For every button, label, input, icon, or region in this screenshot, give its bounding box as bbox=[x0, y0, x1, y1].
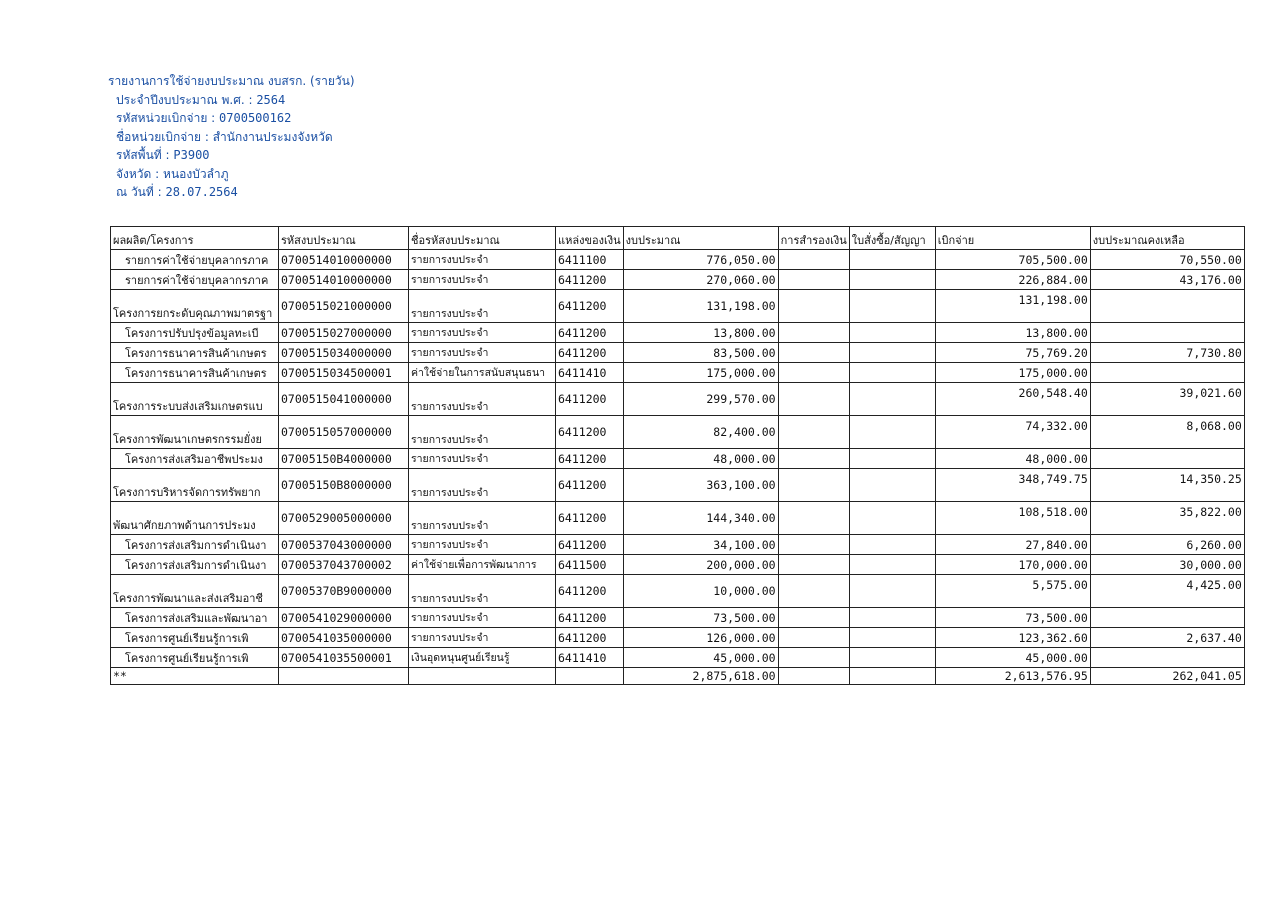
total-reserve-cell bbox=[778, 668, 849, 685]
po-cell bbox=[849, 323, 935, 343]
fiscal-year-value: 2564 bbox=[256, 92, 286, 107]
budget-report-table bbox=[110, 226, 1245, 685]
remaining-cell: 43,176.00 bbox=[1090, 270, 1244, 290]
source-cell: 6411200 bbox=[556, 469, 624, 502]
code-cell: 0700541035000000 bbox=[279, 628, 409, 648]
project-cell: โครงการธนาคารสินค้าเกษตร bbox=[111, 343, 279, 363]
budget-cell: 10,000.00 bbox=[623, 575, 778, 608]
col-header-name: ชื่อรหัสงบประมาณ bbox=[409, 227, 556, 250]
code-cell: 0700537043700002 bbox=[279, 555, 409, 575]
code-cell: 0700515034500001 bbox=[279, 363, 409, 383]
reserve-cell bbox=[778, 449, 849, 469]
name-cell: รายการงบประจำ bbox=[409, 323, 556, 343]
po-cell bbox=[849, 449, 935, 469]
table-row bbox=[111, 383, 1245, 416]
budget-cell: 126,000.00 bbox=[623, 628, 778, 648]
disbursed-cell: 131,198.00 bbox=[935, 290, 1090, 323]
name-cell: รายการงบประจำ bbox=[409, 608, 556, 628]
remaining-cell: 39,021.60 bbox=[1090, 383, 1244, 416]
disbursed-cell: 73,500.00 bbox=[935, 608, 1090, 628]
area-code-line bbox=[108, 146, 628, 165]
name-cell: ค่าใช้จ่ายเพื่อการพัฒนาการ bbox=[409, 555, 556, 575]
date-label: ณ วันที่ : bbox=[116, 185, 162, 199]
budget-cell: 48,000.00 bbox=[623, 449, 778, 469]
total-label-cell: ** bbox=[111, 668, 279, 685]
col-header-code: รหัสงบประมาณ bbox=[279, 227, 409, 250]
total-remaining-cell: 262,041.05 bbox=[1090, 668, 1244, 685]
code-cell: 0700515034000000 bbox=[279, 343, 409, 363]
budget-cell: 34,100.00 bbox=[623, 535, 778, 555]
name-cell: เงินอุดหนุนศูนย์เรียนรู้ bbox=[409, 648, 556, 668]
unit-code-label: รหัสหน่วยเบิกจ่าย : bbox=[116, 111, 216, 125]
project-cell: โครงการส่งเสริมการดำเนินงา bbox=[111, 555, 279, 575]
source-cell: 6411200 bbox=[556, 270, 624, 290]
table-row bbox=[111, 628, 1245, 648]
po-cell bbox=[849, 270, 935, 290]
project-cell: โครงการพัฒนาเกษตรกรรมยั่งย bbox=[111, 416, 279, 449]
disbursed-cell: 123,362.60 bbox=[935, 628, 1090, 648]
disbursed-cell: 75,769.20 bbox=[935, 343, 1090, 363]
code-cell: 0700515057000000 bbox=[279, 416, 409, 449]
remaining-cell: 8,068.00 bbox=[1090, 416, 1244, 449]
remaining-cell: 4,425.00 bbox=[1090, 575, 1244, 608]
name-cell: รายการงบประจำ bbox=[409, 270, 556, 290]
budget-cell: 83,500.00 bbox=[623, 343, 778, 363]
budget-cell: 363,100.00 bbox=[623, 469, 778, 502]
po-cell bbox=[849, 363, 935, 383]
col-header-budget: งบประมาณ bbox=[623, 227, 778, 250]
remaining-cell bbox=[1090, 323, 1244, 343]
total-disbursed-cell: 2,613,576.95 bbox=[935, 668, 1090, 685]
reserve-cell bbox=[778, 648, 849, 668]
remaining-cell: 7,730.80 bbox=[1090, 343, 1244, 363]
project-cell: โครงการปรับปรุงข้อมูลทะเบี bbox=[111, 323, 279, 343]
reserve-cell bbox=[778, 628, 849, 648]
province-label: จังหวัด : bbox=[116, 166, 160, 181]
reserve-cell bbox=[778, 555, 849, 575]
fiscal-year-label: ประจำปีงบประมาณ พ.ศ. : bbox=[116, 92, 253, 107]
project-cell: โครงการยกระดับคุณภาพมาตรฐา bbox=[111, 290, 279, 323]
project-cell: โครงการระบบส่งเสริมเกษตรแบ bbox=[111, 383, 279, 416]
project-cell: รายการค่าใช้จ่ายบุคลากรภาค bbox=[111, 250, 279, 270]
po-cell bbox=[849, 416, 935, 449]
po-cell bbox=[849, 535, 935, 555]
remaining-cell: 14,350.25 bbox=[1090, 469, 1244, 502]
po-cell bbox=[849, 575, 935, 608]
table-row bbox=[111, 250, 1245, 270]
name-cell: รายการงบประจำ bbox=[409, 416, 556, 449]
code-cell: 0700541035500001 bbox=[279, 648, 409, 668]
reserve-cell bbox=[778, 416, 849, 449]
total-po-cell bbox=[849, 668, 935, 685]
disbursed-cell: 27,840.00 bbox=[935, 535, 1090, 555]
total-empty-cell bbox=[409, 668, 556, 685]
project-cell: โครงการพัฒนาและส่งเสริมอาชี bbox=[111, 575, 279, 608]
table-row bbox=[111, 363, 1245, 383]
date-line bbox=[108, 183, 628, 202]
remaining-cell: 35,822.00 bbox=[1090, 502, 1244, 535]
source-cell: 6411200 bbox=[556, 575, 624, 608]
po-cell bbox=[849, 383, 935, 416]
po-cell bbox=[849, 648, 935, 668]
unit-code-value: 0700500162 bbox=[219, 111, 292, 125]
reserve-cell bbox=[778, 270, 849, 290]
unit-name-value: สำนักงานประมงจังหวัด bbox=[212, 129, 333, 144]
table-row bbox=[111, 575, 1245, 608]
remaining-cell: 2,637.40 bbox=[1090, 628, 1244, 648]
code-cell: 0700529005000000 bbox=[279, 502, 409, 535]
reserve-cell bbox=[778, 323, 849, 343]
table-body bbox=[111, 250, 1245, 685]
project-cell: โครงการส่งเสริมและพัฒนาอา bbox=[111, 608, 279, 628]
province-value: หนองบัวลำภู bbox=[163, 166, 229, 181]
table-row bbox=[111, 416, 1245, 449]
disbursed-cell: 108,518.00 bbox=[935, 502, 1090, 535]
name-cell: รายการงบประจำ bbox=[409, 469, 556, 502]
name-cell: รายการงบประจำ bbox=[409, 250, 556, 270]
report-header bbox=[108, 72, 628, 202]
budget-cell: 175,000.00 bbox=[623, 363, 778, 383]
table-row bbox=[111, 502, 1245, 535]
name-cell: รายการงบประจำ bbox=[409, 628, 556, 648]
remaining-cell bbox=[1090, 648, 1244, 668]
budget-cell: 776,050.00 bbox=[623, 250, 778, 270]
total-row bbox=[111, 668, 1245, 685]
col-header-remaining: งบประมาณคงเหลือ bbox=[1090, 227, 1244, 250]
disbursed-cell: 260,548.40 bbox=[935, 383, 1090, 416]
project-cell: โครงการศูนย์เรียนรู้การเพิ bbox=[111, 648, 279, 668]
disbursed-cell: 170,000.00 bbox=[935, 555, 1090, 575]
disbursed-cell: 45,000.00 bbox=[935, 648, 1090, 668]
budget-cell: 73,500.00 bbox=[623, 608, 778, 628]
budget-cell: 144,340.00 bbox=[623, 502, 778, 535]
budget-cell: 270,060.00 bbox=[623, 270, 778, 290]
reserve-cell bbox=[778, 363, 849, 383]
source-cell: 6411200 bbox=[556, 343, 624, 363]
source-cell: 6411200 bbox=[556, 535, 624, 555]
fiscal-year-line bbox=[108, 91, 628, 110]
reserve-cell bbox=[778, 383, 849, 416]
po-cell bbox=[849, 250, 935, 270]
col-header-disbursed: เบิกจ่าย bbox=[935, 227, 1090, 250]
code-cell: 07005150B4000000 bbox=[279, 449, 409, 469]
unit-code-line bbox=[108, 109, 628, 128]
disbursed-cell: 48,000.00 bbox=[935, 449, 1090, 469]
remaining-cell: 70,550.00 bbox=[1090, 250, 1244, 270]
remaining-cell: 6,260.00 bbox=[1090, 535, 1244, 555]
po-cell bbox=[849, 502, 935, 535]
name-cell: รายการงบประจำ bbox=[409, 343, 556, 363]
budget-cell: 13,800.00 bbox=[623, 323, 778, 343]
table-row bbox=[111, 270, 1245, 290]
budget-cell: 45,000.00 bbox=[623, 648, 778, 668]
project-cell: รายการค่าใช้จ่ายบุคลากรภาค bbox=[111, 270, 279, 290]
reserve-cell bbox=[778, 535, 849, 555]
col-header-reserve: การสำรองเงิน bbox=[778, 227, 849, 250]
province-line bbox=[108, 165, 628, 184]
name-cell: รายการงบประจำ bbox=[409, 502, 556, 535]
table-row bbox=[111, 343, 1245, 363]
disbursed-cell: 705,500.00 bbox=[935, 250, 1090, 270]
budget-cell: 131,198.00 bbox=[623, 290, 778, 323]
table-row bbox=[111, 608, 1245, 628]
total-budget-cell: 2,875,618.00 bbox=[623, 668, 778, 685]
po-cell bbox=[849, 555, 935, 575]
po-cell bbox=[849, 608, 935, 628]
code-cell: 0700515041000000 bbox=[279, 383, 409, 416]
table-row bbox=[111, 290, 1245, 323]
code-cell: 0700515021000000 bbox=[279, 290, 409, 323]
code-cell: 0700541029000000 bbox=[279, 608, 409, 628]
project-cell: พัฒนาศักยภาพด้านการประมง bbox=[111, 502, 279, 535]
table-row bbox=[111, 449, 1245, 469]
source-cell: 6411200 bbox=[556, 416, 624, 449]
disbursed-cell: 175,000.00 bbox=[935, 363, 1090, 383]
source-cell: 6411410 bbox=[556, 648, 624, 668]
total-empty-cell bbox=[279, 668, 409, 685]
table-row bbox=[111, 648, 1245, 668]
col-header-po: ใบสั่งซื้อ/สัญญา bbox=[849, 227, 935, 250]
source-cell: 6411100 bbox=[556, 250, 624, 270]
table-row bbox=[111, 469, 1245, 502]
po-cell bbox=[849, 290, 935, 323]
project-cell: โครงการศูนย์เรียนรู้การเพิ bbox=[111, 628, 279, 648]
code-cell: 0700515027000000 bbox=[279, 323, 409, 343]
reserve-cell bbox=[778, 575, 849, 608]
name-cell: รายการงบประจำ bbox=[409, 449, 556, 469]
col-header-source: แหล่งของเงิน bbox=[556, 227, 624, 250]
budget-cell: 200,000.00 bbox=[623, 555, 778, 575]
source-cell: 6411200 bbox=[556, 383, 624, 416]
report-title: รายงานการใช้จ่ายงบประมาณ งบสรก. (รายวัน) bbox=[108, 74, 355, 88]
code-cell: 0700514010000000 bbox=[279, 250, 409, 270]
disbursed-cell: 5,575.00 bbox=[935, 575, 1090, 608]
disbursed-cell: 348,749.75 bbox=[935, 469, 1090, 502]
source-cell: 6411410 bbox=[556, 363, 624, 383]
source-cell: 6411200 bbox=[556, 449, 624, 469]
total-empty-cell bbox=[556, 668, 624, 685]
source-cell: 6411200 bbox=[556, 608, 624, 628]
project-cell: โครงการบริหารจัดการทรัพยาก bbox=[111, 469, 279, 502]
col-header-project: ผลผลิต/โครงการ bbox=[111, 227, 279, 250]
remaining-cell bbox=[1090, 608, 1244, 628]
disbursed-cell: 13,800.00 bbox=[935, 323, 1090, 343]
area-code-value: P3900 bbox=[173, 148, 210, 162]
unit-name-line bbox=[108, 128, 628, 147]
table-header bbox=[111, 227, 1245, 250]
code-cell: 07005370B9000000 bbox=[279, 575, 409, 608]
project-cell: โครงการส่งเสริมอาชีพประมง bbox=[111, 449, 279, 469]
name-cell: รายการงบประจำ bbox=[409, 575, 556, 608]
name-cell: รายการงบประจำ bbox=[409, 383, 556, 416]
name-cell: รายการงบประจำ bbox=[409, 535, 556, 555]
reserve-cell bbox=[778, 469, 849, 502]
source-cell: 6411200 bbox=[556, 502, 624, 535]
source-cell: 6411200 bbox=[556, 290, 624, 323]
po-cell bbox=[849, 469, 935, 502]
source-cell: 6411200 bbox=[556, 323, 624, 343]
source-cell: 6411200 bbox=[556, 628, 624, 648]
table-row bbox=[111, 555, 1245, 575]
remaining-cell bbox=[1090, 363, 1244, 383]
reserve-cell bbox=[778, 290, 849, 323]
remaining-cell: 30,000.00 bbox=[1090, 555, 1244, 575]
source-cell: 6411500 bbox=[556, 555, 624, 575]
table-row bbox=[111, 535, 1245, 555]
reserve-cell bbox=[778, 502, 849, 535]
remaining-cell bbox=[1090, 449, 1244, 469]
unit-name-label: ชื่อหน่วยเบิกจ่าย : bbox=[116, 129, 209, 144]
reserve-cell bbox=[778, 343, 849, 363]
budget-cell: 299,570.00 bbox=[623, 383, 778, 416]
disbursed-cell: 74,332.00 bbox=[935, 416, 1090, 449]
reserve-cell bbox=[778, 250, 849, 270]
code-cell: 0700537043000000 bbox=[279, 535, 409, 555]
code-cell: 0700514010000000 bbox=[279, 270, 409, 290]
budget-cell: 82,400.00 bbox=[623, 416, 778, 449]
table-row bbox=[111, 323, 1245, 343]
date-value: 28.07.2564 bbox=[165, 185, 238, 199]
project-cell: โครงการธนาคารสินค้าเกษตร bbox=[111, 363, 279, 383]
area-code-label: รหัสพื้นที่ : bbox=[116, 148, 170, 162]
code-cell: 07005150B8000000 bbox=[279, 469, 409, 502]
project-cell: โครงการส่งเสริมการดำเนินงา bbox=[111, 535, 279, 555]
name-cell: รายการงบประจำ bbox=[409, 290, 556, 323]
name-cell: ค่าใช้จ่ายในการสนับสนุนธนา bbox=[409, 363, 556, 383]
reserve-cell bbox=[778, 608, 849, 628]
remaining-cell bbox=[1090, 290, 1244, 323]
disbursed-cell: 226,884.00 bbox=[935, 270, 1090, 290]
po-cell bbox=[849, 628, 935, 648]
po-cell bbox=[849, 343, 935, 363]
